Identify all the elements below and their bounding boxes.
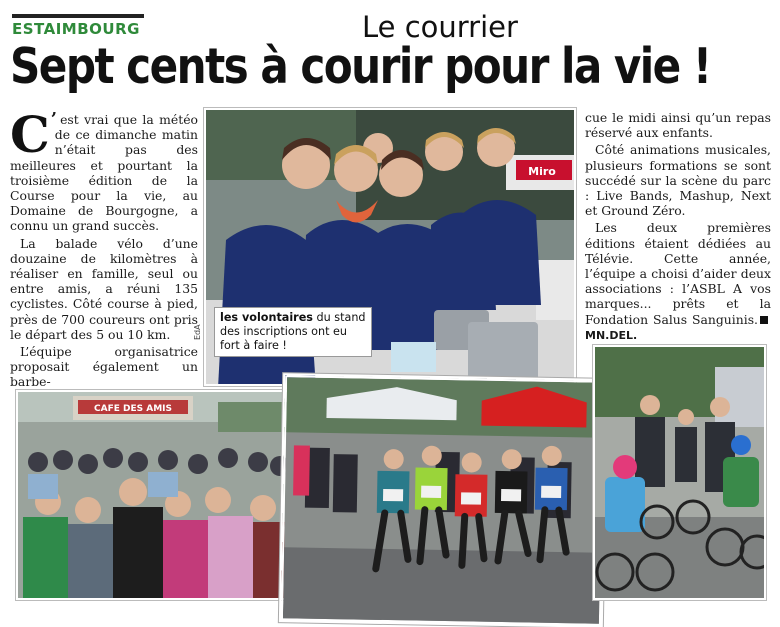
sign-cafe-text: CAFE DES AMIS (94, 404, 172, 414)
article-paragraph (585, 220, 771, 343)
photo-credit: EdA (193, 324, 202, 340)
crowd-photo-illustration (18, 392, 292, 600)
article-paragraph: Côté animations musicales, plusieurs formations se sont succédé sur la scène du parc : Live Bands, Mashup, Next et Ground Zéro. (585, 142, 771, 219)
photo-cyclists (593, 345, 766, 600)
sign-miro-text: Miro (528, 165, 556, 178)
headline: Sept cents à courir pour la vie ! (10, 38, 711, 95)
author-signature: MN.DEL. (585, 328, 638, 342)
article-column-3 (585, 110, 771, 345)
article-paragraph: cue le midi ainsi qu’un repas réservé aux enfants. (585, 110, 771, 141)
article-text: est vrai que la météo de ce dimanche matin n’était pas des meilleures et pourtant la troisième édition de la Course pour la vie, au Domaine de Bourgogne, a connu un grand succès. (10, 112, 198, 234)
article-text: Les deux premières éditions étaient dédiées au Télévie. Cette année, l’équipe a choisi d’aider deux associations : l’ASBL A vos marques... prêts et la Fondation Salus Sanguinis. (585, 220, 771, 327)
dropcap-apostrophe: ’ (50, 109, 58, 130)
runners-photo-illustration (283, 377, 605, 626)
caption-bold: les volontaires (220, 311, 313, 324)
article-paragraph: L’équipe organisatrice proposait également un barbe- (10, 344, 198, 390)
cyclists-photo-illustration (595, 347, 766, 600)
end-square-icon (760, 316, 768, 324)
article-paragraph: La balade vélo d’une douzaine de kilomètres à réaliser en famille, seul ou entre amis, a réuni 135 cyclistes. Côté course à pied, près de 700 coureurs ont pris le départ des 5 ou 10 km. (10, 235, 198, 342)
photo-caption (214, 307, 372, 357)
section-tag: ESTAIMBOURG (12, 20, 140, 38)
article-paragraph (10, 105, 198, 234)
photo-runners (281, 375, 605, 626)
article-column-1 (10, 105, 198, 392)
caption-text: du stand des inscriptions ont eu fort à faire ! (220, 311, 366, 352)
dropcap: C (10, 105, 50, 164)
newspaper-source: Le courrier (362, 10, 518, 44)
section-rule (12, 14, 144, 18)
photo-crowd (16, 390, 292, 600)
